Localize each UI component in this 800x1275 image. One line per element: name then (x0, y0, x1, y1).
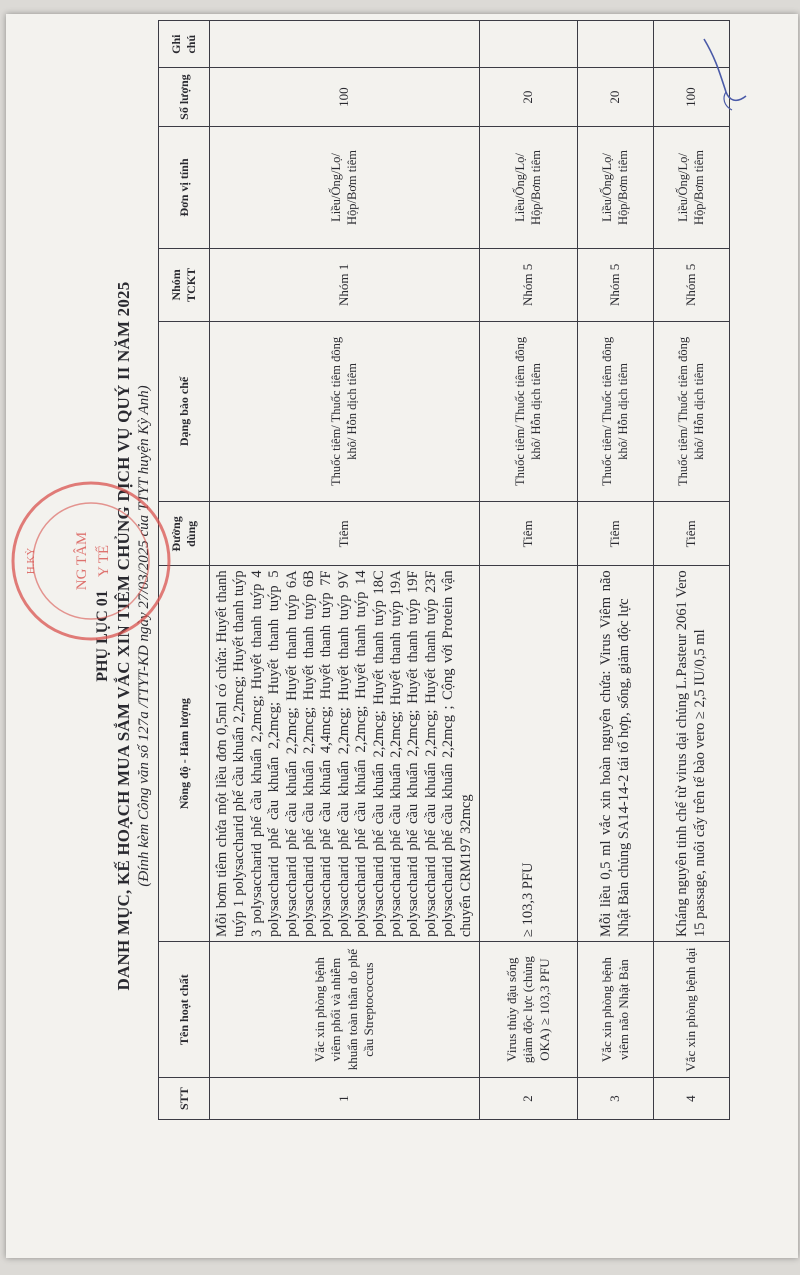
cell-group: Nhóm 5 (480, 249, 578, 321)
cell-concentration: Kháng nguyên tinh chế từ virus dại chủng L.Pasteur 2061 Vero 15 passage, nuôi cấy trên tế bào vero ≥ 2,5 IU/0,5 ml (654, 566, 730, 942)
table-row (578, 21, 654, 1120)
stamp-text-2: Y TẾ (96, 544, 112, 578)
col-dosage-form: Dạng bào chế (159, 321, 210, 502)
stamp-text-1: NG TÂM (74, 531, 90, 591)
col-notes: Ghi chú (159, 21, 210, 68)
cell-quantity: 20 (578, 68, 654, 126)
table-row (210, 21, 480, 1120)
cell-route: Tiêm (578, 502, 654, 566)
document-subtitle: (Đính kèm Công văn số 127a /TTYT-KD ngày 27/03/2025 của TTYT huyện Kỳ Anh) (136, 385, 152, 887)
cell-notes (480, 21, 578, 68)
cell-unit: Liều/Ống/Lọ/ Hộp/Bơm tiêm (210, 126, 480, 248)
col-stt: STT (159, 1078, 210, 1120)
col-unit: Đơn vị tính (159, 126, 210, 248)
cell-quantity: 100 (210, 68, 480, 126)
cell-stt: 2 (480, 1078, 578, 1120)
cell-notes (210, 21, 480, 68)
document-title: DANH MỤC, KẾ HOẠCH MUA SẮM VẮC XIN TIÊM CHỦNG DỊCH VỤ QUÝ II NĂM 2025 (114, 281, 133, 991)
vaccine-table (158, 20, 730, 1120)
cell-group: Nhóm 5 (654, 249, 730, 321)
cell-quantity: 20 (480, 68, 578, 126)
cell-concentration: ≥ 103,3 PFU (480, 566, 578, 942)
cell-name: Vắc xin phòng bệnh dại (654, 941, 730, 1077)
cell-stt: 1 (210, 1078, 480, 1120)
col-concentration: Nồng độ - Hàm lượng (159, 566, 210, 942)
col-quantity: Số lượng (159, 68, 210, 126)
cell-form: Thuốc tiêm/ Thuốc tiêm đông khô/ Hỗn dịch tiêm (480, 321, 578, 502)
cell-concentration: Mỗi bơm tiêm chứa một liều đơn 0,5ml có chứa: Huyết thanh tuýp 1 polysaccharid phế cầu khuẩn 2,2mcg; Huyết thanh tuýp 3 polysaccharid phế cầu khuẩn 2,2mcg; Huyết thanh tuýp 4 polysaccharid phế cầu khuẩn 2,2mcg; Huyết thanh tuýp 5 polysaccharid phế cầu khuẩn 2,2mcg; Huyết thanh tuýp 6A polysaccharid phế cầu khuẩn 2,2mcg; Huyết thanh tuýp 6B polysaccharid phế cầu khuẩn 4,4mcg; Huyết thanh tuýp 7F polysaccharid phế cầu khuẩn 2,2mcg; Huyết thanh tuýp 9V polysaccharid phế cầu khuẩn 2,2mcg; Huyết thanh tuýp 14 polysaccharid phế cầu khuẩn 2,2mcg; Huyết thanh tuýp 18C polysaccharid phế cầu khuẩn 2,2mcg; Huyết thanh tuýp 19A polysaccharid phế cầu khuẩn 2,2mcg; Huyết thanh tuýp 19F polysaccharid phế cầu khuẩn 2,2mcg; Huyết thanh tuýp 23F polysaccharid phế cầu khuẩn 2,2mcg ; Cộng với Protein vận chuyển CRM197 32mcg (210, 566, 480, 942)
col-route: Đường dùng (159, 502, 210, 566)
cell-unit: Liều/Ống/Lọ/ Hộp/Bơm tiêm (480, 126, 578, 248)
rotated-content (6, 14, 798, 1258)
cell-name: Vắc xin phòng bệnh viêm phổi và nhiễm khuẩn toàn thân do phế cầu Streptococcus (210, 941, 480, 1077)
col-active-ingredient: Tên hoạt chất (159, 941, 210, 1077)
col-technical-group: Nhóm TCKT (159, 249, 210, 321)
cell-group: Nhóm 5 (578, 249, 654, 321)
stamp-text-3: H.KỲ (25, 547, 37, 575)
table-row (480, 21, 578, 1120)
cell-unit: Liều/Ống/Lọ/ Hộp/Bơm tiêm (654, 126, 730, 248)
cell-route: Tiêm (210, 502, 480, 566)
cell-unit: Liều/Ống/Lọ/ Hộp/Bơm tiêm (578, 126, 654, 248)
cell-concentration: Mỗi liều 0,5 ml vắc xin hoàn nguyên chứa: Virus Viêm não Nhật Bản chủng SA14-14-2 tái tổ hợp, sống, giảm độc lực (578, 566, 654, 942)
document-page (6, 14, 798, 1258)
cell-form: Thuốc tiêm/ Thuốc tiêm đông khô/ Hỗn dịch tiêm (578, 321, 654, 502)
cell-stt: 4 (654, 1078, 730, 1120)
cell-group: Nhóm 1 (210, 249, 480, 321)
pen-signature-mark (696, 34, 756, 114)
red-stamp (6, 476, 176, 646)
cell-stt: 3 (578, 1078, 654, 1120)
appendix-title: PHỤ LỤC 01 (94, 590, 111, 682)
cell-route: Tiêm (480, 502, 578, 566)
cell-notes (578, 21, 654, 68)
cell-form: Thuốc tiêm/ Thuốc tiêm đông khô/ Hỗn dịch tiêm (654, 321, 730, 502)
cell-name: Vắc xin phòng bệnh viêm não Nhật Bản (578, 941, 654, 1077)
cell-route: Tiêm (654, 502, 730, 566)
cell-quantity: 100 (654, 68, 730, 126)
cell-form: Thuốc tiêm/ Thuốc tiêm đông khô/ Hỗn dịch tiêm (210, 321, 480, 502)
table-row (654, 21, 730, 1120)
cell-name: Virus thủy đậu sống giảm độc lực (chủng OKA) ≥ 103,3 PFU (480, 941, 578, 1077)
